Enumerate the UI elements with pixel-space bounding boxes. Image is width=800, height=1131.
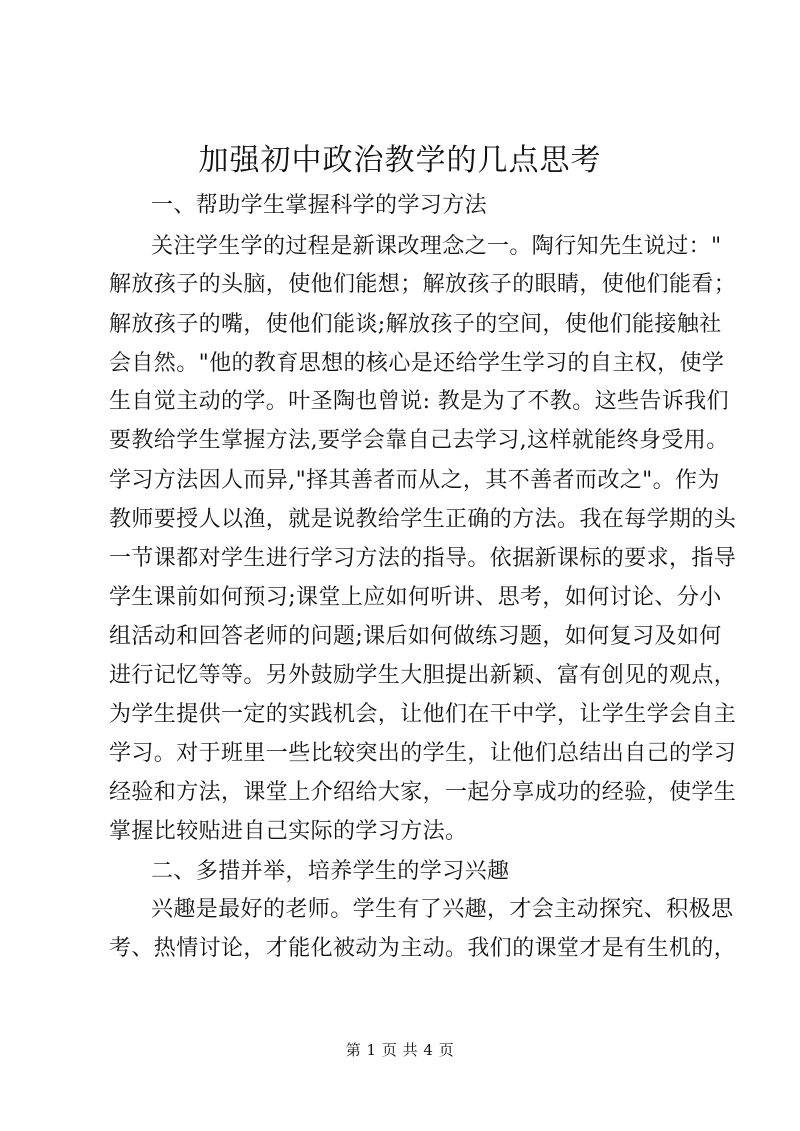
paragraph-line: 要教给学生掌握方法,要学会靠自己去学习,这样就能终身受用。 (109, 428, 729, 453)
page-footer: 第 1 页 共 4 页 (345, 1041, 455, 1059)
paragraph-line: 进行记忆等等。另外鼓励学生大胆提出新颖、富有创见的观点， (109, 663, 737, 688)
paragraph-line: 组活动和回答老师的问题;课后如何做练习题，如何复习及如何 (109, 624, 722, 649)
paragraph-line: 兴趣是最好的老师。学生有了兴趣，才会主动探究、积极思 (151, 897, 734, 922)
paragraph-line: 经验和方法，课堂上介绍给大家，一起分享成功的经验，使学生 (109, 780, 737, 805)
paragraph-line: 学生课前如何预习;课堂上应如何听讲、思考，如何讨论、分小 (109, 585, 722, 610)
section-heading-2: 二、多措并举，培养学生的学习兴趣 (151, 859, 510, 884)
paragraph-line: 考、热情讨论，才能化被动为主动。我们的课堂才是有生机的， (109, 936, 737, 961)
paragraph-line: 掌握比较贴进自己实际的学习方法。 (109, 819, 468, 844)
paragraph-line: 会自然。"他的教育思想的核心是还给学生学习的自主权，使学 (109, 351, 725, 376)
paragraph-line: 解放孩子的嘴，使他们能谈;解放孩子的空间，使他们能接触社 (109, 312, 722, 337)
paragraph-line: 解放孩子的头脑，使他们能想；解放孩子的眼睛，使他们能看； (109, 272, 737, 297)
paragraph-line: 学习方法因人而异,"择其善者而从之，其不善者而改之"。作为 (109, 468, 720, 493)
document-title: 加强初中政治教学的几点思考 (198, 143, 602, 178)
paragraph-line: 关注学生学的过程是新课改理念之一。陶行知先生说过：" (151, 234, 722, 259)
paragraph-line: 为学生提供一定的实践机会，让他们在干中学，让学生学会自主 (109, 702, 737, 727)
paragraph-line: 生自觉主动的学。叶圣陶也曾说: 教是为了不教。这些告诉我们 (109, 389, 730, 414)
paragraph-line: 学习。对于班里一些比较突出的学生，让他们总结出自己的学习 (109, 741, 737, 766)
paragraph-line: 一节课都对学生进行学习方法的指导。依据新课标的要求，指导 (109, 546, 737, 571)
section-heading-1: 一、帮助学生掌握科学的学习方法 (151, 193, 488, 218)
paragraph-line: 教师要授人以渔，就是说教给学生正确的方法。我在每学期的头 (109, 507, 737, 532)
